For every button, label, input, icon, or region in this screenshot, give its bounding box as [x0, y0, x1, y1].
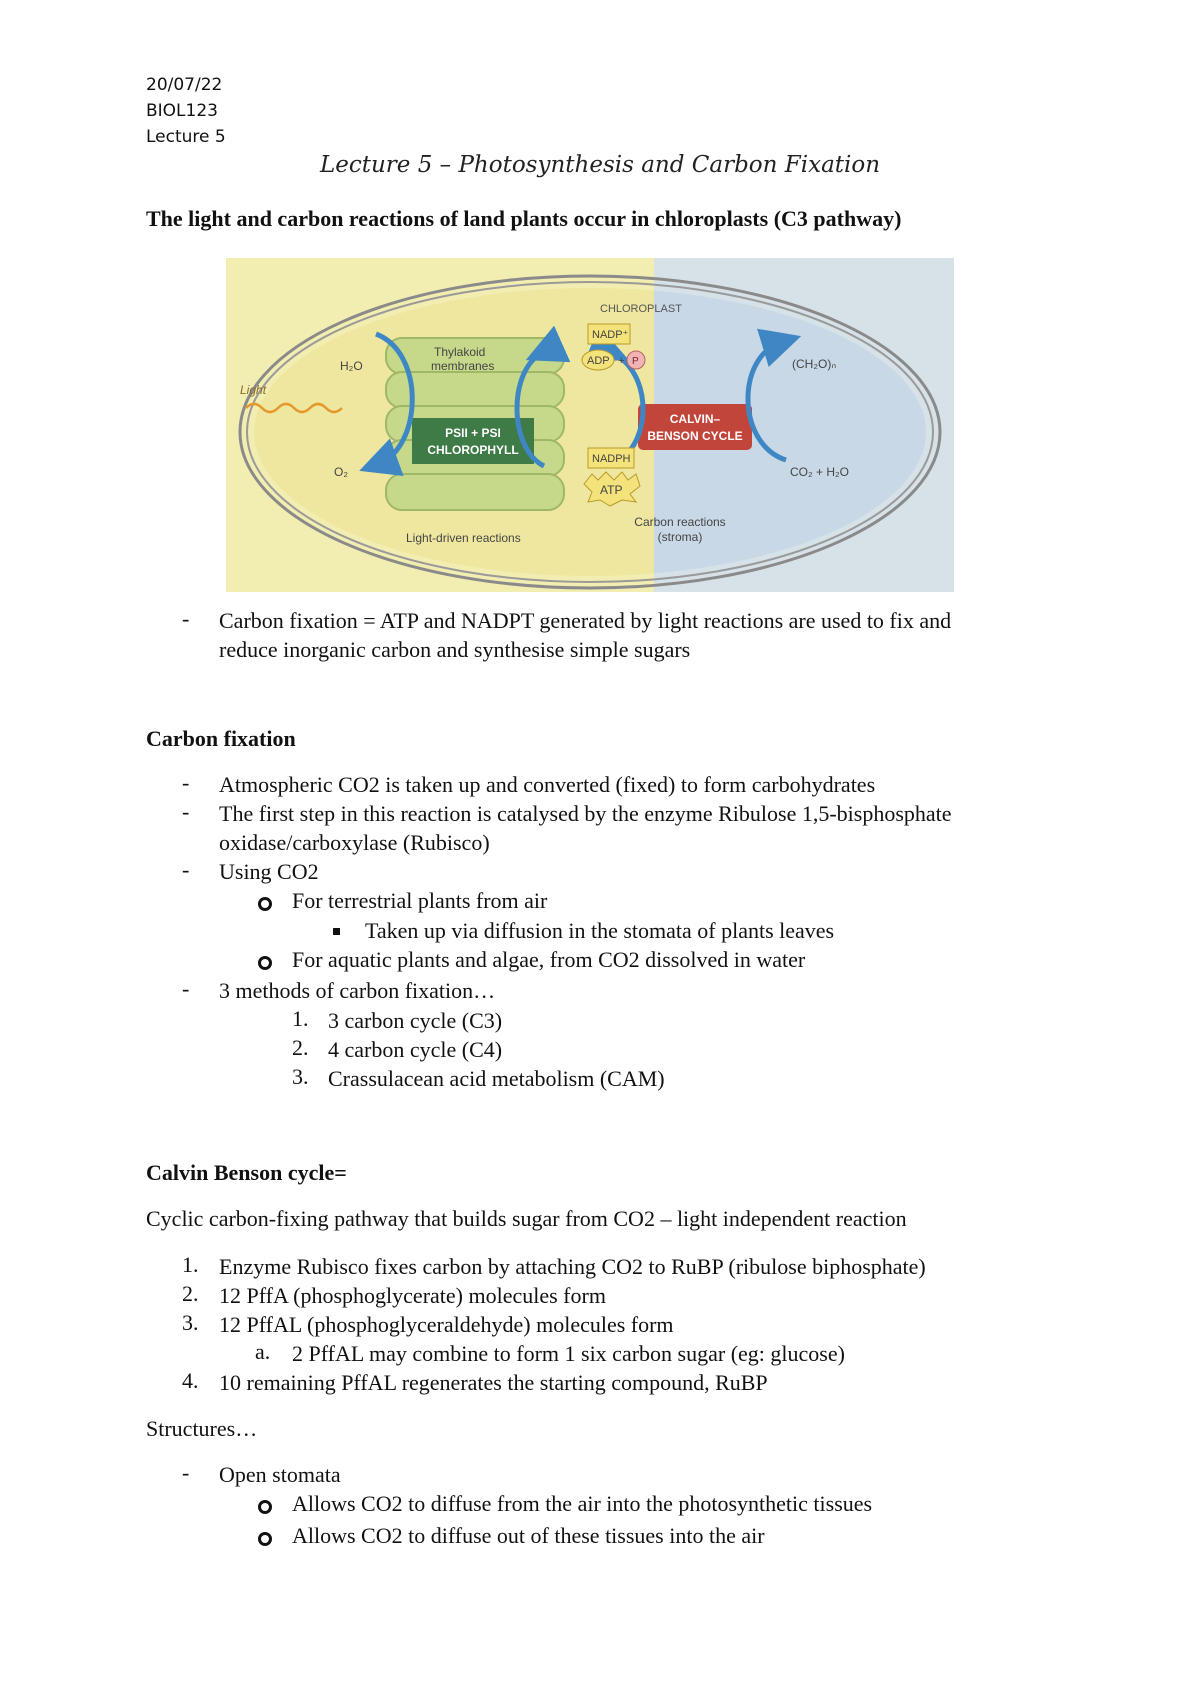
structures-label: Structures…	[146, 1416, 258, 1441]
dash-bullet: -	[182, 1460, 190, 1485]
carbon-reactions-label-2: (stroma)	[657, 530, 703, 544]
carbon-fixation-definition-1: Carbon fixation = ATP and NADPT generated by light reactions are used to fix and	[219, 608, 952, 633]
bullet-using-co2: Using CO2	[219, 859, 319, 884]
nadph-label: NADPH	[592, 453, 631, 465]
calvin-intro: Cyclic carbon-fixing pathway that builds sugar from CO2 – light independent reaction	[146, 1206, 907, 1231]
circle-bullet	[258, 1532, 272, 1546]
thylakoid-label-1: Thylakoid	[434, 345, 486, 359]
bullet-atmospheric-co2: Atmospheric CO2 is taken up and converted (fixed) to form carbohydrates	[219, 772, 876, 797]
step-item: 12 PffA (phosphoglycerate) molecules form	[219, 1283, 606, 1308]
step-item: 2 PffAL may combine to form 1 six carbon sugar (eg: glucose)	[292, 1341, 845, 1366]
square-bullet	[333, 928, 340, 935]
bullet-three-methods: 3 methods of carbon fixation…	[219, 978, 496, 1003]
method-item: Crassulacean acid metabolism (CAM)	[328, 1066, 665, 1091]
chloroplast-label: CHLOROPLAST	[600, 303, 682, 315]
step-number: a.	[255, 1339, 271, 1364]
method-number: 3.	[292, 1064, 309, 1089]
step-number: 4.	[182, 1368, 199, 1393]
step-item: 10 remaining PffAL regenerates the starting compound, RuBP	[219, 1370, 768, 1395]
circle-bullet	[258, 897, 272, 911]
h2o-label: H₂O	[340, 359, 363, 373]
calvin-box	[638, 404, 752, 450]
bullet-rubisco-1: The first step in this reaction is catalysed by the enzyme Ribulose 1,5-bisphosphate	[219, 801, 952, 826]
carbon-reactions-label-1: Carbon reactions	[634, 515, 726, 529]
atp-label: ATP	[600, 483, 623, 497]
calvin-label-2: BENSON CYCLE	[647, 429, 743, 443]
section-heading-chloroplasts: The light and carbon reactions of land plants occur in chloroplasts (C3 pathway)	[146, 206, 902, 231]
method-item: 3 carbon cycle (C3)	[328, 1008, 503, 1033]
dash-bullet: -	[182, 606, 190, 631]
circle-bullet	[258, 1500, 272, 1514]
step-item: Enzyme Rubisco fixes carbon by attaching CO2 to RuBP (ribulose biphosphate)	[219, 1254, 926, 1279]
chloroplast-diagram-svg	[226, 258, 954, 592]
o2-label: O₂	[334, 465, 348, 479]
header-date: 20/07/22	[146, 75, 223, 95]
plus-label: +	[618, 355, 625, 367]
circle-bullet	[258, 956, 272, 970]
chloroplast-diagram	[226, 258, 954, 592]
dash-bullet: -	[182, 770, 190, 795]
method-number: 1.	[292, 1006, 309, 1031]
step-number: 3.	[182, 1310, 199, 1335]
carbon-fixation-definition-2: reduce inorganic carbon and synthesise simple sugars	[219, 637, 691, 662]
psii-box	[412, 418, 534, 464]
chlorophyll-label: CHLOROPHYLL	[427, 443, 519, 457]
method-item: 4 carbon cycle (C4)	[328, 1037, 503, 1062]
dash-bullet: -	[182, 976, 190, 1001]
bullet-open-stomata: Open stomata	[219, 1462, 341, 1487]
sub-bullet-terrestrial: For terrestrial plants from air	[292, 888, 548, 913]
sub-sub-bullet-diffusion: Taken up via diffusion in the stomata of plants leaves	[365, 918, 835, 943]
step-item: 12 PffAL (phosphoglyceraldehyde) molecules form	[219, 1312, 674, 1337]
header-course: BIOL123	[146, 101, 218, 121]
sub-bullet-diffuse-in: Allows CO2 to diffuse from the air into the photosynthetic tissues	[292, 1491, 873, 1516]
page-title: Lecture 5 – Photosynthesis and Carbon Fixation	[319, 152, 881, 178]
method-number: 2.	[292, 1035, 309, 1060]
section-heading-calvin: Calvin Benson cycle=	[146, 1160, 347, 1185]
sub-bullet-aquatic: For aquatic plants and algae, from CO2 dissolved in water	[292, 947, 806, 972]
section-heading-carbon-fixation: Carbon fixation	[146, 726, 296, 751]
ch2o-label: (CH₂O)ₙ	[792, 357, 837, 371]
thylakoid-label-2: membranes	[431, 359, 495, 373]
step-number: 1.	[182, 1252, 199, 1277]
light-driven-label: Light-driven reactions	[406, 531, 521, 545]
calvin-label-1: CALVIN–	[669, 412, 721, 426]
dash-bullet: -	[182, 857, 190, 882]
dash-bullet: -	[182, 799, 190, 824]
header-lecture: Lecture 5	[146, 127, 226, 147]
bullet-rubisco-2: oxidase/carboxylase (Rubisco)	[219, 830, 490, 855]
psii-label: PSII + PSI	[445, 426, 501, 440]
light-label: Light	[240, 383, 267, 397]
co2-h2o-label: CO₂ + H₂O	[790, 465, 849, 479]
nadp-label: NADP⁺	[592, 329, 629, 341]
phosphate-label: P	[632, 356, 639, 367]
adp-label: ADP	[587, 355, 610, 367]
step-number: 2.	[182, 1281, 199, 1306]
sub-bullet-diffuse-out: Allows CO2 to diffuse out of these tissues into the air	[292, 1523, 765, 1548]
